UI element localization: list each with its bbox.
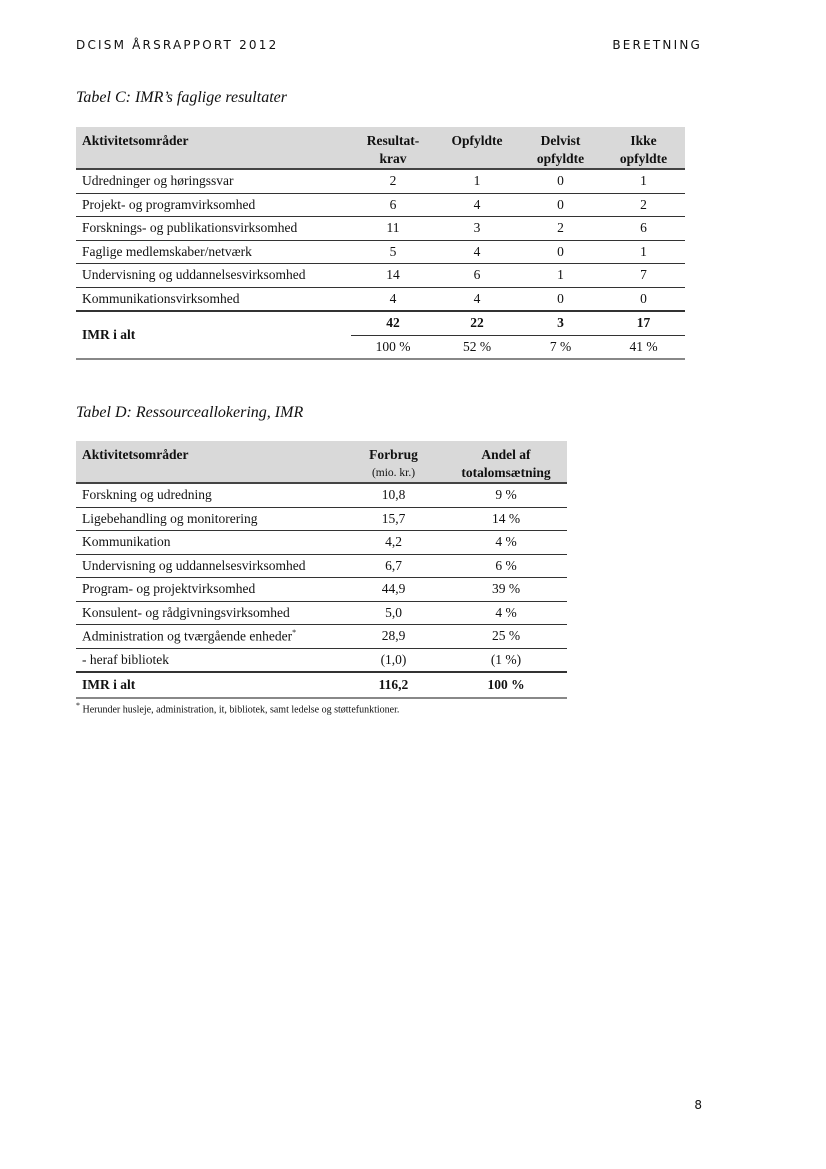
total-cell: 17 (602, 311, 685, 335)
table-row (76, 531, 567, 555)
row-label: Undervisning og uddannelsesvirksomhed (76, 264, 351, 288)
cell: 6 % (445, 554, 567, 578)
row-label: Faglige medlemskaber/netværk (76, 240, 351, 264)
table-c-header-fulfilled: Opfyldte (435, 127, 519, 169)
row-label: Ligebehandling og monitorering (76, 507, 342, 531)
row-label: Forsknings- og publikationsvirksomhed (76, 217, 351, 241)
cell: 4 % (445, 601, 567, 625)
cell: 2 (602, 193, 685, 217)
table-row (76, 625, 567, 649)
footnote-marker: * (76, 701, 80, 710)
cell: 4,2 (342, 531, 445, 555)
table-d (76, 441, 567, 699)
cell: 4 (435, 240, 519, 264)
cell: 6 (435, 264, 519, 288)
row-label: Administration og tværgående enheder* (76, 625, 342, 649)
cell: 14 % (445, 507, 567, 531)
pct-cell: 52 % (435, 335, 519, 359)
cell: 4 % (445, 531, 567, 555)
table-row (76, 648, 567, 672)
cell: 4 (435, 287, 519, 311)
cell: 2 (351, 169, 435, 193)
cell: 6 (351, 193, 435, 217)
table-row (76, 169, 685, 193)
table-row (76, 578, 567, 602)
total-cell: 116,2 (342, 672, 445, 698)
table-c-header-not: Ikke opfyldte (602, 127, 685, 169)
table-c-header-activity: Aktivitetsområder (76, 127, 351, 169)
cell: 4 (351, 287, 435, 311)
running-header-right: BERETNING (612, 38, 702, 52)
row-label: Undervisning og uddannelsesvirksomhed (76, 554, 342, 578)
cell: 0 (519, 287, 602, 311)
cell: 0 (602, 287, 685, 311)
table-d-caption: Tabel D: Ressourceallokering, IMR (76, 404, 304, 421)
cell: 11 (351, 217, 435, 241)
footnote (76, 701, 399, 715)
row-label: Program- og projektvirksomhed (76, 578, 342, 602)
cell: 7 (602, 264, 685, 288)
cell: 0 (519, 169, 602, 193)
table-row (76, 264, 685, 288)
table-d-total-row (76, 672, 567, 698)
cell: 5,0 (342, 601, 445, 625)
table-d-header-spend: Forbrug (mio. kr.) (342, 441, 445, 483)
total-cell: 100 % (445, 672, 567, 698)
table-d-header-share: Andel af totalomsætning (445, 441, 567, 483)
cell: 10,8 (342, 483, 445, 507)
cell: 1 (602, 169, 685, 193)
cell: 6,7 (342, 554, 445, 578)
table-c-caption: Tabel C: IMR’s faglige resultater (76, 89, 287, 106)
row-label: Konsulent- og rådgivningsvirksomhed (76, 601, 342, 625)
cell: 44,9 (342, 578, 445, 602)
footnote-text: Herunder husleje, administration, it, bibliotek, samt ledelse og støttefunktioner. (82, 704, 400, 716)
cell: 4 (435, 193, 519, 217)
page-number: 8 (694, 1098, 702, 1112)
cell: 0 (519, 193, 602, 217)
cell: 0 (519, 240, 602, 264)
cell: 25 % (445, 625, 567, 649)
cell: 9 % (445, 483, 567, 507)
table-row (76, 287, 685, 311)
table-c-header-row (76, 127, 685, 169)
table-row (76, 507, 567, 531)
table-row (76, 240, 685, 264)
table-row (76, 554, 567, 578)
cell: 1 (519, 264, 602, 288)
table-row (76, 193, 685, 217)
table-d-header-row (76, 441, 567, 483)
table-row (76, 217, 685, 241)
cell: 15,7 (342, 507, 445, 531)
row-label: Kommunikationsvirksomhed (76, 287, 351, 311)
table-c (76, 127, 685, 360)
footnote-marker: * (292, 628, 297, 637)
row-label: Projekt- og programvirksomhed (76, 193, 351, 217)
table-d-header-activity: Aktivitetsområder (76, 441, 342, 483)
cell: 14 (351, 264, 435, 288)
table-row (76, 601, 567, 625)
total-label: IMR i alt (76, 311, 351, 359)
cell: (1,0) (342, 648, 445, 672)
total-label: IMR i alt (76, 672, 342, 698)
cell: 1 (435, 169, 519, 193)
cell: 39 % (445, 578, 567, 602)
pct-cell: 41 % (602, 335, 685, 359)
total-cell: 3 (519, 311, 602, 335)
table-row (76, 483, 567, 507)
total-cell: 42 (351, 311, 435, 335)
pct-cell: 7 % (519, 335, 602, 359)
cell: (1 %) (445, 648, 567, 672)
row-label: Forskning og udredning (76, 483, 342, 507)
total-cell: 22 (435, 311, 519, 335)
cell: 6 (602, 217, 685, 241)
row-label: Udredninger og høringssvar (76, 169, 351, 193)
table-c-total-row (76, 311, 685, 335)
cell: 2 (519, 217, 602, 241)
row-label: Kommunikation (76, 531, 342, 555)
cell: 3 (435, 217, 519, 241)
cell: 5 (351, 240, 435, 264)
running-header-left: DCISM ÅRSRAPPORT 2012 (76, 38, 279, 52)
cell: 28,9 (342, 625, 445, 649)
table-c-header-partly: Delvist opfyldte (519, 127, 602, 169)
cell: 1 (602, 240, 685, 264)
row-label: - heraf bibliotek (76, 648, 342, 672)
pct-cell: 100 % (351, 335, 435, 359)
table-c-header-requirements: Resultat- krav (351, 127, 435, 169)
unit-label: (mio. kr.) (371, 467, 416, 479)
